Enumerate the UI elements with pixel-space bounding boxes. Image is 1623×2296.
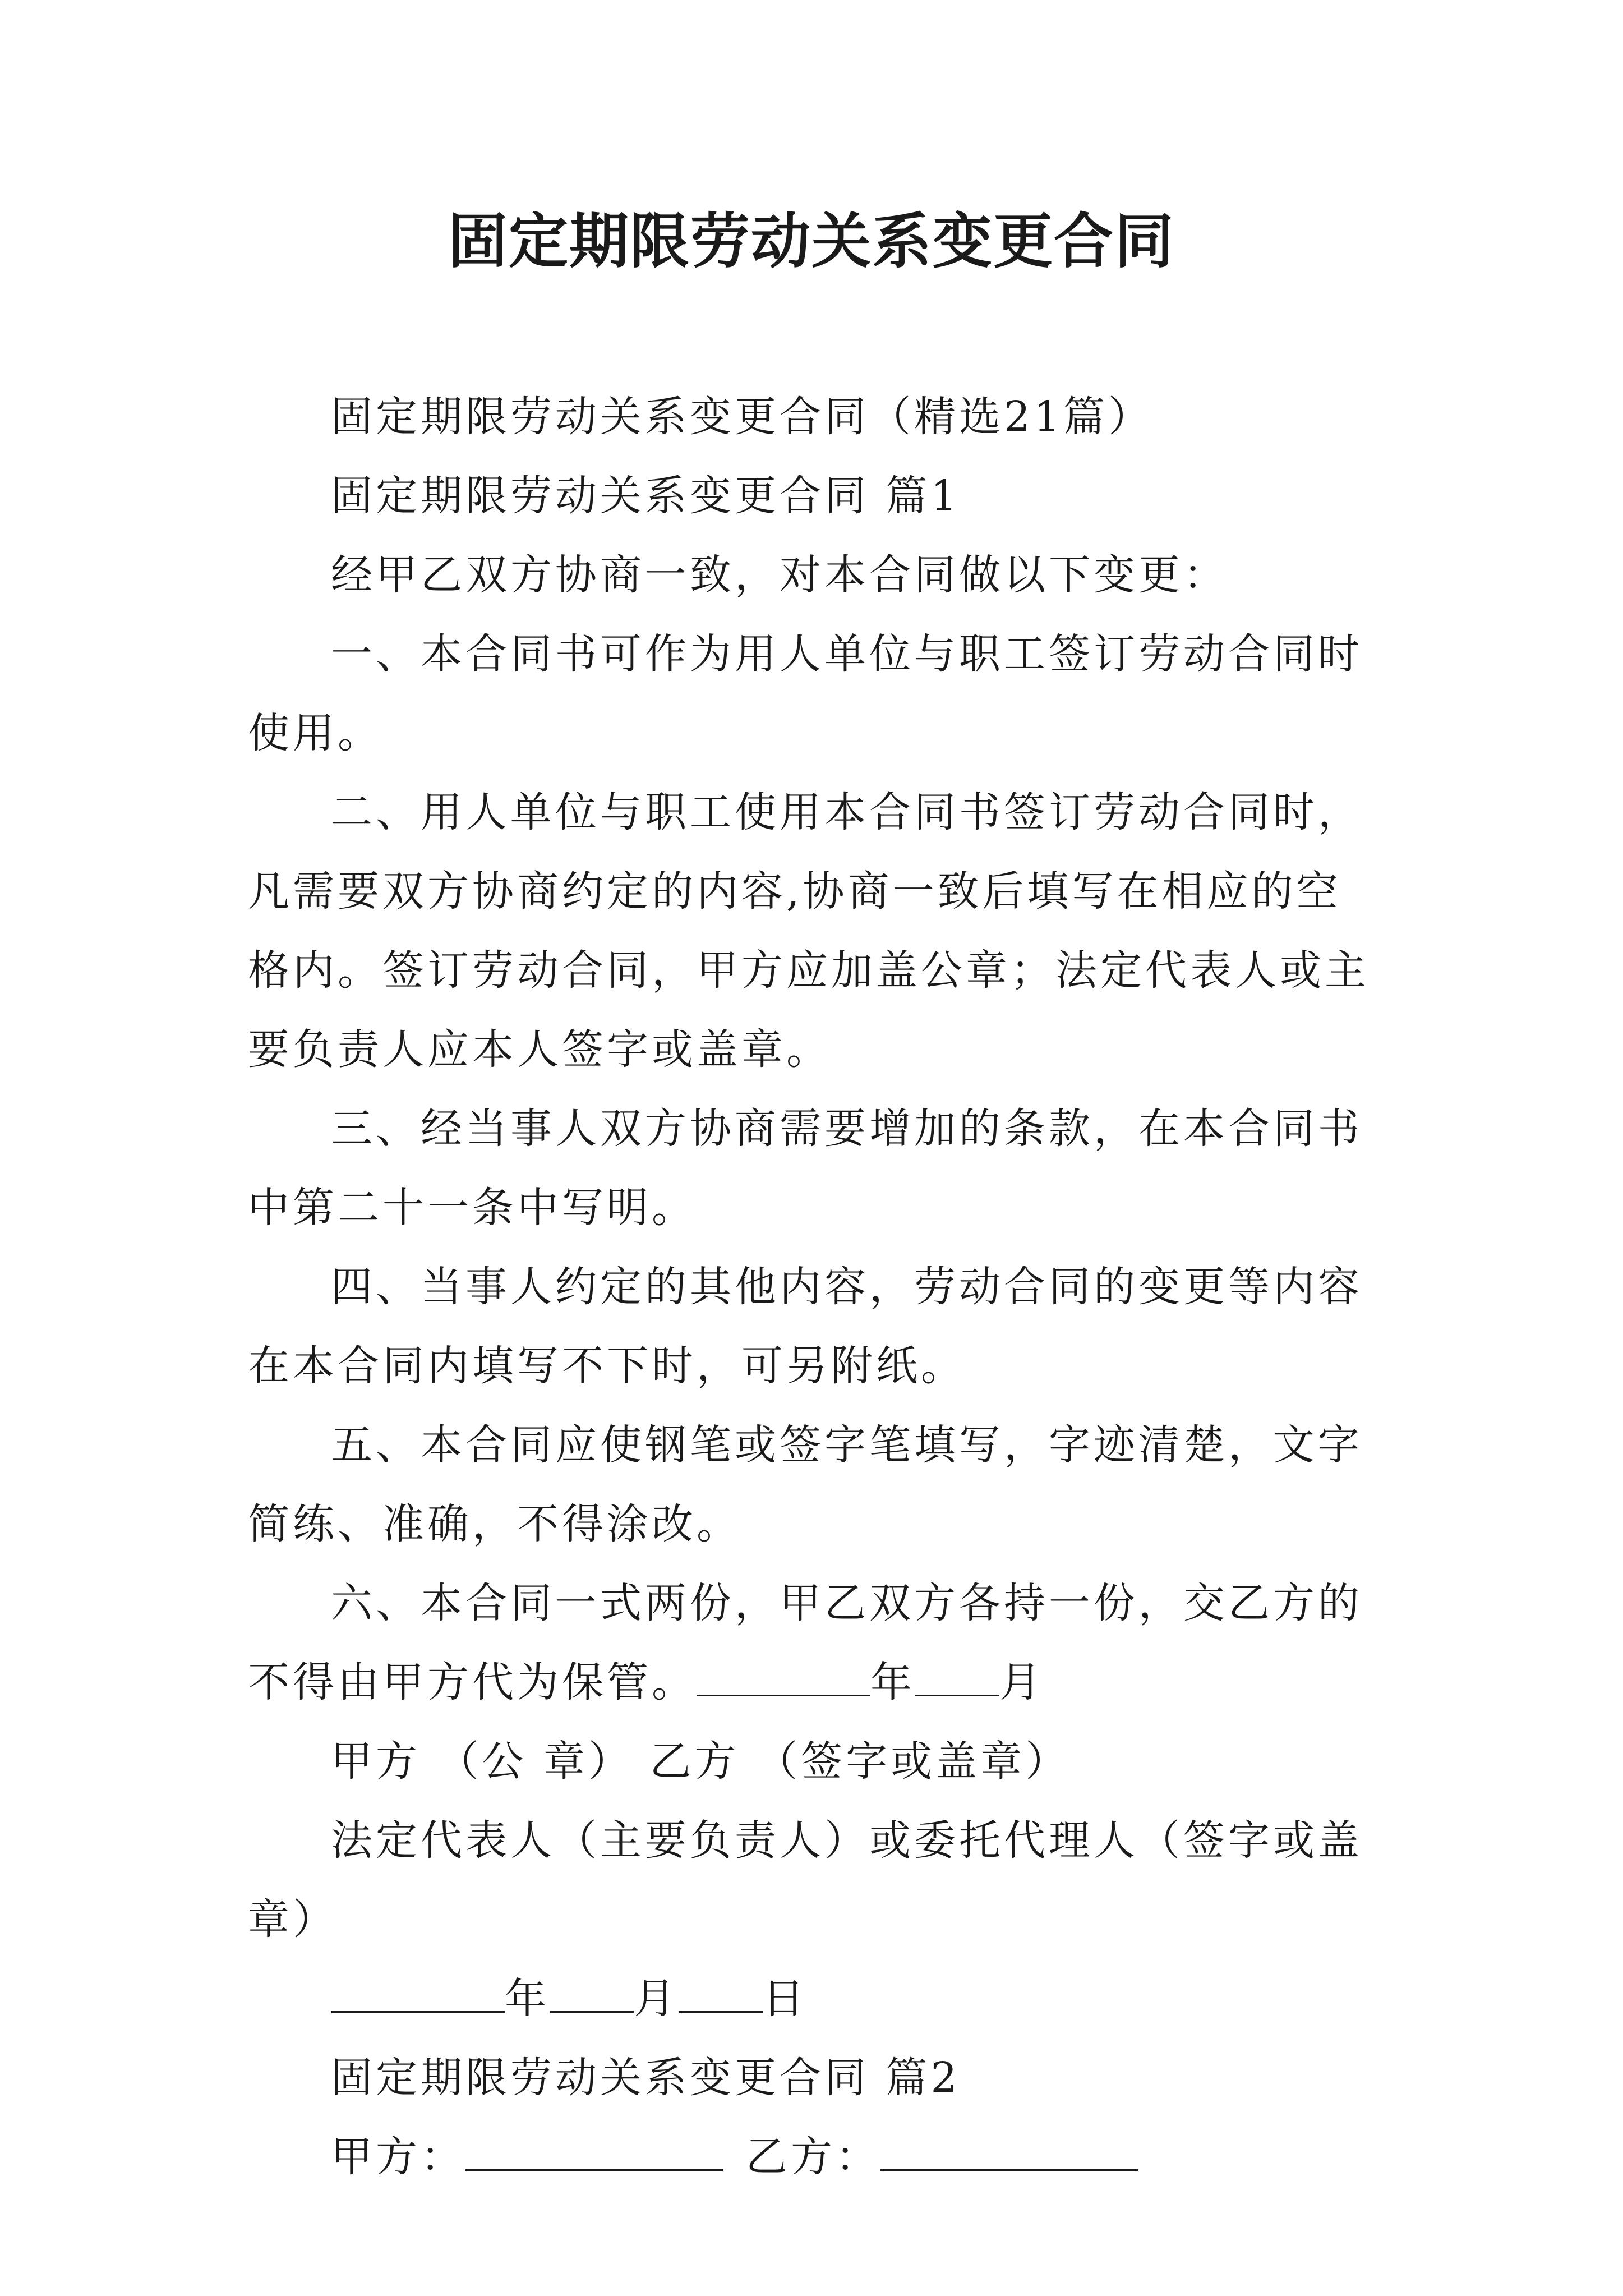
clause-4: 四、当事人约定的其他内容，劳动合同的变更等内容在本合同内填写不下时，可另附纸。 [248, 1263, 1363, 1390]
document-title: 固定期限劳动关系变更合同 [448, 206, 1175, 276]
piece-heading-1: 固定期限劳动关系变更合同 篇1 [331, 472, 961, 520]
piece-heading-2: 固定期限劳动关系变更合同 篇2 [331, 2054, 961, 2102]
document-body [248, 378, 1381, 2197]
clause-5: 五、本合同应使钢笔或签字笔填写，字迹清楚，文字简练、准确，不得涂改。 [248, 1421, 1363, 1548]
party-b-label: 乙方： [746, 2133, 880, 2181]
clause-2: 二、用人单位与职工使用本合同书签订劳动合同时，凡需要双方协商约定的内容,协商一致后填写在相应的空格内。签订劳动合同，甲方应加盖公章；法定代表人或主要负责人应本人签字或盖章。 [248, 788, 1370, 1074]
month-blank [915, 1660, 999, 1696]
subtitle: 固定期限劳动关系变更合同（精选21篇） [331, 393, 1154, 441]
party-line [248, 2118, 1381, 2197]
year-label: 年 [870, 1658, 915, 1706]
date-day-blank [679, 1976, 763, 2013]
clause-3: 三、经当事人双方协商需要增加的条款，在本合同书中第二十一条中写明。 [248, 1105, 1363, 1232]
party-a-blank [465, 2134, 723, 2171]
date-line [248, 1959, 1381, 2039]
party-a-label: 甲方： [331, 2133, 465, 2181]
month-label: 月 [999, 1658, 1044, 1706]
intro-paragraph: 经甲乙双方协商一致，对本合同做以下变更： [331, 551, 1228, 599]
date-month-blank [550, 1976, 634, 2013]
clause-6-text: 六、本合同一式两份，甲乙双方各持一份，交乙方的不得由甲方代为保管。 [248, 1579, 1363, 1706]
party-b-blank [880, 2134, 1138, 2171]
clause-1: 一、本合同书可作为用人单位与职工签订劳动合同时使用。 [248, 630, 1363, 757]
date-year-label: 年 [505, 1975, 550, 2023]
year-blank [697, 1660, 870, 1696]
clause-6 [248, 1564, 1381, 1722]
date-day-label: 日 [763, 1975, 808, 2023]
representative-line: 法定代表人（主要负责人）或委托代理人（签字或盖章） [248, 1816, 1363, 1944]
date-year-blank [331, 1976, 505, 2013]
signature-line: 甲方 （公 章） 乙方 （签字或盖章） [331, 1737, 1071, 1786]
date-month-label: 月 [634, 1975, 679, 2023]
